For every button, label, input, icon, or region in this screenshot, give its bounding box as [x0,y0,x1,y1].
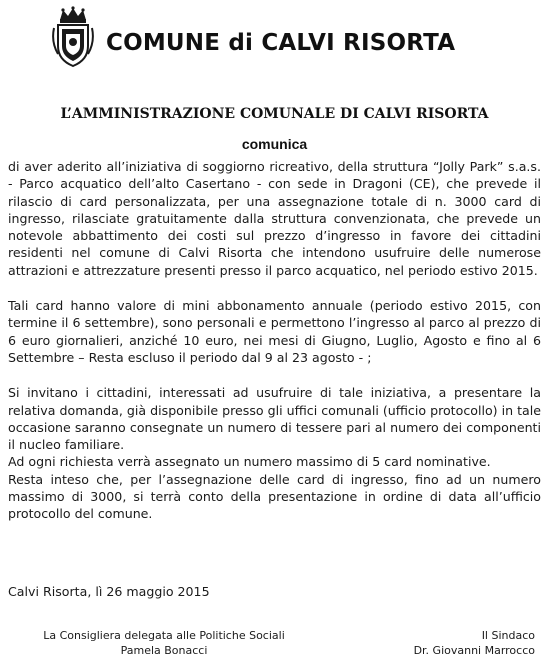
municipal-crest-icon [50,6,96,68]
councillor-name: Pamela Bonacci [120,644,208,657]
paragraph-allocation: Resta inteso che, per l’assegnazione delle card di ingresso, fino ad un numero massimo di 3000, si terrà conto della presentazione in ordine di data all’ufficio protocollo del comune. [8,471,541,522]
announcement-verb: comunica [241,136,308,152]
paragraph-invitation: Si invitano i cittadini, interessati ad usufruire di tale iniziativa, a presentare la relativa domanda, già disponibile presso gli uffici comunali (ufficio protocollo) in tale occasione saranno consegnate un numero di tessere pari al numero dei componenti il nucleo familiare. [8,385,541,453]
councillor-role: La Consigliera delegata alle Politiche Sociali [43,629,285,642]
mayor-role: Il Sindaco [481,629,535,642]
signature-mayor [395,628,535,658]
document-header [0,0,549,80]
mayor-name: Dr. Giovanni Marrocco [413,644,535,657]
notice-body [8,158,541,523]
date-line: Calvi Risorta, lì 26 maggio 2015 [8,584,210,599]
paragraph-max-cards: Ad ogni richiesta verrà assegnato un numero massimo di 5 card nominative. [8,454,491,470]
paragraph-adhesion: di aver aderito all’iniziativa di soggiorno ricreativo, della struttura “Jolly Park” s.a.s. - Parco acquatico dell’alto Casertano - con sede in Dragoni (CE), che prevede il rilascio di card personalizzata, per una assegnazione totale di n. 3000 card di ingresso, rilasciate gratuitamente dalla struttura convenzionata, che prevede un notevole abbattimento dei costi sul prezzo d’ingresso in favore dei cittadini residenti nel comune di Calvi Risorta che intendono usufruire delle numerose attrazioni e attrezzature presenti presso il parco acquatico, nel periodo estivo 2015. [8,159,541,278]
paragraph-card-value: Tali card hanno valore di mini abbonamento annuale (periodo estivo 2015, con termine il 6 settembre), sono personali e permettono l’ingresso al parco al prezzo di 6 euro giornalieri, anziché 10 euro, nei mesi di Giugno, Luglio, Agosto e fino al 6 Settembre – Resta escluso il periodo dal 9 al 23 agosto - ; [8,298,541,365]
administration-heading: L’AMMINISTRAZIONE COMUNALE DI CALVI RISORTA [60,106,489,122]
signature-councillor [24,628,304,658]
comune-title: COMUNE di CALVI RISORTA [106,30,456,56]
